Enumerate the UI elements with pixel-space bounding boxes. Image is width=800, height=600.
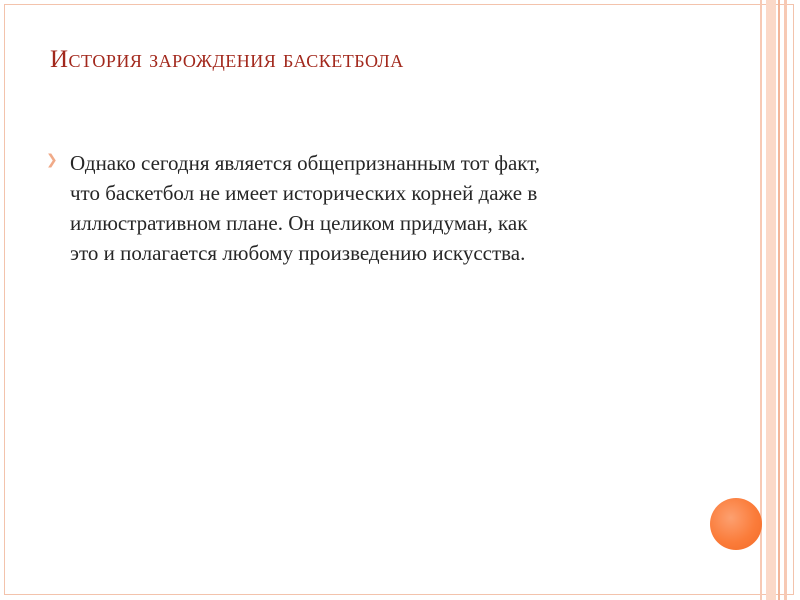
- bullet-line: это и полагается любому произведению искусства.: [70, 241, 526, 265]
- slide-frame: [4, 4, 794, 595]
- slide-title: История зарождения баскетбола: [50, 46, 404, 73]
- decorative-stripe: [784, 0, 787, 600]
- decorative-stripe: [760, 0, 762, 600]
- slide-body: [46, 148, 696, 268]
- bullet-chevron-icon: ❯: [46, 152, 58, 168]
- decorative-stripe: [778, 0, 780, 600]
- bullet-line: иллюстративном плане. Он целиком придуман, как: [70, 211, 528, 235]
- bullet-line: Однако сегодня является общепризнанным тот факт,: [70, 151, 541, 175]
- decorative-stripe: [766, 0, 776, 600]
- bullet-text: [70, 148, 696, 268]
- bullet-line: что баскетбол не имеет исторических корней даже в: [70, 181, 538, 205]
- bullet-item: [46, 148, 696, 268]
- orange-circle-ornament: [710, 498, 762, 550]
